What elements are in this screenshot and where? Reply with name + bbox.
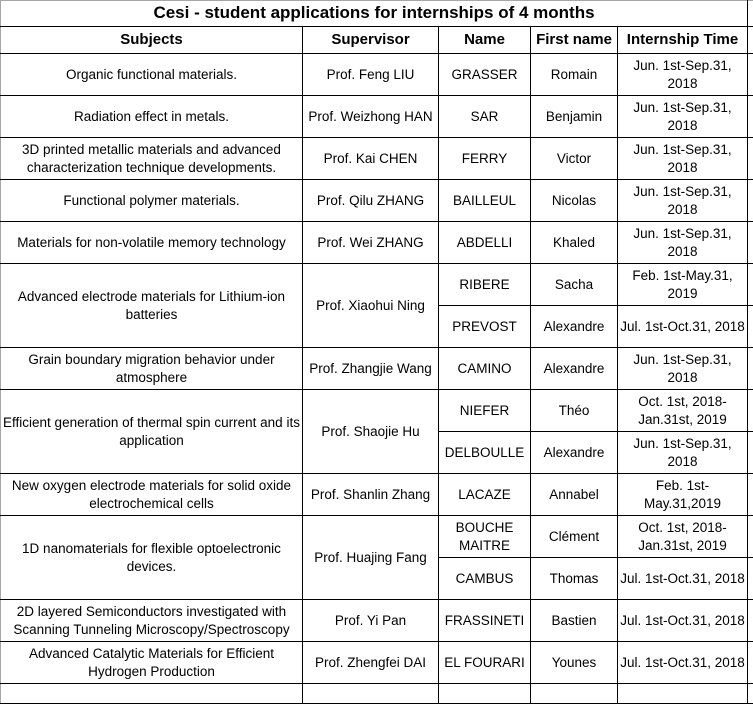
cell-name: RIBERE [439,264,531,306]
cell-name: CAMINO [439,348,531,390]
cell-subject: New oxygen electrode materials for solid oxide electrochemical cells [1,474,303,516]
clipped-column-stub [748,516,753,558]
cell-first-name: Sacha [531,264,618,306]
cell-name: SAR [439,96,531,138]
cell-internship-time: Oct. 1st, 2018-Jan.31st, 2019 [618,390,748,432]
table-row [1,390,753,432]
table-row [1,138,753,180]
cell-subject: 1D nanomaterials for flexible optoelectronic devices. [1,516,303,600]
cell-internship-time: Jul. 1st-Oct.31, 2018 [618,558,748,600]
cell-internship-time: Jun. 1st-Sep.31, 2018 [618,432,748,474]
cell-internship-time: Jun. 1st-Sep.31, 2018 [618,222,748,264]
cell-supervisor: Prof. Qilu ZHANG [303,180,439,222]
clipped-column-stub [748,432,753,474]
cell-supervisor: Prof. Feng LIU [303,54,439,96]
page-title: Cesi - student applications for internships of 4 months [1,1,748,27]
col-header-internship-time: Internship Time [618,27,748,54]
clipped-column-stub [748,138,753,180]
cell-name: FERRY [439,138,531,180]
clipped-column-stub [748,558,753,600]
cell-first-name: Nicolas [531,180,618,222]
col-header-supervisor: Supervisor [303,27,439,54]
cell-subject: Advanced Catalytic Materials for Efficient Hydrogen Production [1,642,303,684]
cell-internship-time: Jun. 1st-Sep.31, 2018 [618,348,748,390]
table-row [1,54,753,96]
clipped-column-stub [748,348,753,390]
cell-supervisor: Prof. Zhangjie Wang [303,348,439,390]
col-header-subjects: Subjects [1,27,303,54]
cell-internship-time: Jun. 1st-Sep.31, 2018 [618,138,748,180]
cell-supervisor: Prof. Shaojie Hu [303,390,439,474]
cell-subject: 2D layered Semiconductors investigated with Scanning Tunneling Microscopy/Spectroscopy [1,600,303,642]
table-row [1,474,753,516]
cell-name: BOUCHE MAITRE [439,516,531,558]
cell-subject: Radiation effect in metals. [1,96,303,138]
clipped-column-stub [748,1,753,27]
cell-name: PREVOST [439,306,531,348]
cell-first-name: Alexandre [531,348,618,390]
table-row [1,222,753,264]
cell-first-name: Benjamin [531,96,618,138]
cell-subject: Organic functional materials. [1,54,303,96]
cell-subject: 3D printed metallic materials and advanced characterization technique developments. [1,138,303,180]
cell-subject: Materials for non-volatile memory technology [1,222,303,264]
table-row [1,642,753,684]
cell-first-name: Khaled [531,222,618,264]
cell-first-name: Clément [531,516,618,558]
cell-supervisor: Prof. Zhengfei DAI [303,642,439,684]
cell-first-name: Théo [531,390,618,432]
cell-supervisor: Prof. Xiaohui Ning [303,264,439,348]
cell-name: FRASSINETI [439,600,531,642]
cell-name: LACAZE [439,474,531,516]
cell-first-name: Thomas [531,558,618,600]
cell-first-name: Annabel [531,474,618,516]
table-row [1,600,753,642]
table-row [1,180,753,222]
clipped-column-stub [748,390,753,432]
clipped-column-stub [748,180,753,222]
cell-supervisor: Prof. Wei ZHANG [303,222,439,264]
cell-internship-time: Feb. 1st-May.31,2019 [618,474,748,516]
clipped-column-stub [748,642,753,684]
cell-supervisor: Prof. Shanlin Zhang [303,474,439,516]
cell-internship-time: Jul. 1st-Oct.31, 2018 [618,306,748,348]
clipped-column-stub [748,27,753,54]
cell-internship-time: Feb. 1st-May.31, 2019 [618,264,748,306]
cell-name: DELBOULLE [439,432,531,474]
cell-first-name: Romain [531,54,618,96]
cell-internship-time: Jul. 1st-Oct.31, 2018 [618,642,748,684]
table-row [1,264,753,306]
cell-internship-time: Jun. 1st-Sep.31, 2018 [618,54,748,96]
clipped-column-stub [748,600,753,642]
clipped-column-stub [748,96,753,138]
column-header-row [1,27,753,54]
cell-first-name: Younes [531,642,618,684]
cell-internship-time: Jun. 1st-Sep.31, 2018 [618,96,748,138]
title-row [1,1,753,27]
cell-internship-time: Oct. 1st, 2018-Jan.31st, 2019 [618,516,748,558]
table-row [1,96,753,138]
clipped-column-stub [748,264,753,306]
cell-name: CAMBUS [439,558,531,600]
cell-subject: Grain boundary migration behavior under atmosphere [1,348,303,390]
col-header-first-name: First name [531,27,618,54]
cell-subject: Functional polymer materials. [1,180,303,222]
cell-name: ABDELLI [439,222,531,264]
col-header-name: Name [439,27,531,54]
cell-supervisor: Prof. Huajing Fang [303,516,439,600]
cell-first-name: Victor [531,138,618,180]
cell-name: NIEFER [439,390,531,432]
cell-name: GRASSER [439,54,531,96]
clipped-column-stub [748,54,753,96]
clipped-column-stub [748,222,753,264]
clipped-column-stub [748,474,753,516]
cell-name: BAILLEUL [439,180,531,222]
cell-first-name: Alexandre [531,306,618,348]
cell-first-name: Bastien [531,600,618,642]
cell-internship-time: Jul. 1st-Oct.31, 2018 [618,600,748,642]
table-row [1,516,753,558]
cell-first-name: Alexandre [531,432,618,474]
cell-supervisor: Prof. Yi Pan [303,600,439,642]
clipped-column-stub [748,306,753,348]
cell-subject: Advanced electrode materials for Lithium-ion batteries [1,264,303,348]
cell-subject: Efficient generation of thermal spin current and its application [1,390,303,474]
cell-supervisor: Prof. Weizhong HAN [303,96,439,138]
cell-supervisor: Prof. Kai CHEN [303,138,439,180]
cell-name: EL FOURARI [439,642,531,684]
cell-internship-time: Jun. 1st-Sep.31, 2018 [618,180,748,222]
table-row [1,348,753,390]
